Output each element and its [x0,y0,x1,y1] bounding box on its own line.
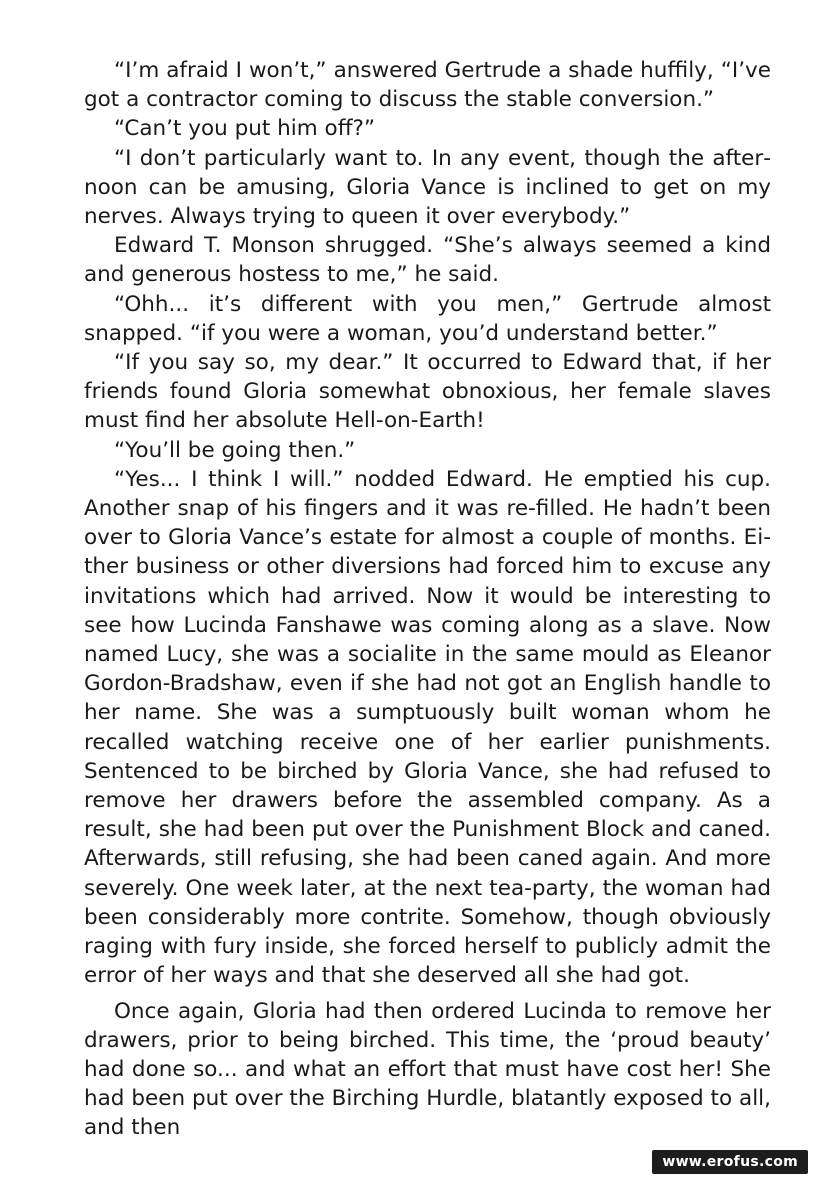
page-text [84,56,771,1143]
paragraph-4: Edward T. Monson shrugged. “She’s always seemed a kind and generous hostess to me,” he said. [84,233,771,288]
watermark: www.erofus.com [652,1150,808,1174]
paragraph-2: “Can’t you put him off?” [114,116,376,142]
paragraph-6: “If you say so, my dear.” It occurred to Edward that, if her friends found Gloria somewhat obnoxious, her female slaves must find her absolute Hell-on-Earth! [84,350,771,434]
paragraph-8: “Yes... I think I will.” nodded Edward. He emptied his cup. Another snap of his fingers and it was re-filled. He hadn’t been over to Gloria Vance’s estate for almost a couple of months. Either business or other diversions had forced him to excuse any invitations which had arrived. Now it would be interesting to see how Lucinda Fanshawe was coming along as a slave. Now named Lucy, she was a socialite in the same mould as Eleanor Gordon-Bradshaw, even if she had not got an English handle to her name. She was a sumptuously built woman whom he recalled watching receive one of her earlier punishments. Sentenced to be birched by Gloria Vance, she had refused to remove her drawers before the assembled company. As a result, she had been put over the Punishment Block and caned. Afterwards, still refusing, she had been caned again. And more severely. One week later, at the next tea-party, the woman had been considerably more contrite. Somehow, though obviously raging with fury inside, she forced herself to publicly admit the error of her ways and that she deserved all she had got. [84,466,771,989]
paragraph-1: “I’m afraid I won’t,” answered Gertrude a shade huffily, “I’ve got a contractor coming to discuss the stable conversion.” [84,58,771,113]
paragraph-5: “Ohh... it’s different with you men,” Gertrude almost snapped. “if you were a woman, you’d understand better.” [84,291,771,346]
paragraph-7: “You’ll be going then.” [114,437,356,463]
paragraph-3: “I don’t particularly want to. In any event, though the afternoon can be amusing, Gloria Vance is inclined to get on my nerves. Always trying to queen it over everybody.” [84,145,771,230]
paragraph-9: Once again, Gloria had then ordered Lucinda to remove her drawers, prior to being birched. This time, the ‘proud beauty’ had done so... and what an effort that must have cost her! She had been put over the Birching Hurdle, blatantly exposed to all, and then [84,998,771,1141]
